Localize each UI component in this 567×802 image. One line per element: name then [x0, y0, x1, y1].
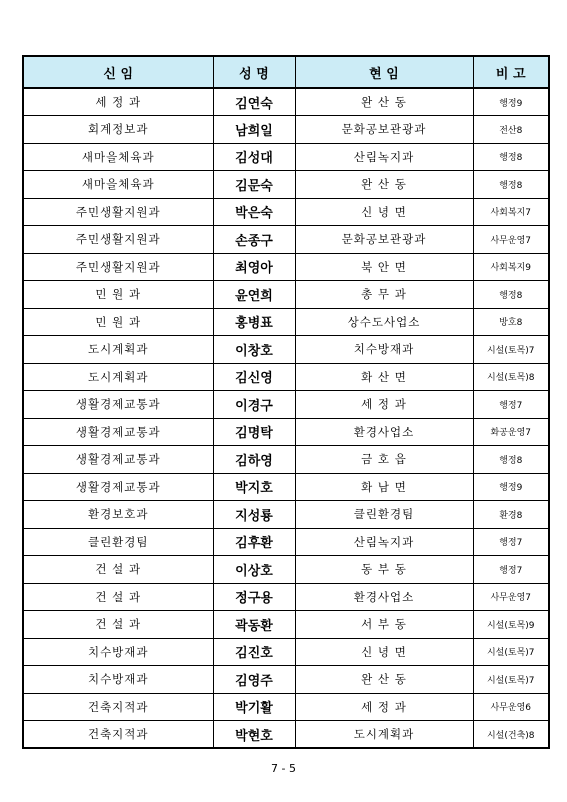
table-row: [23, 528, 549, 556]
name-cell: 박기활: [213, 693, 295, 721]
new-post-cell: 환경보호과: [23, 501, 213, 529]
new-post-cell: 주민생활지원과: [23, 198, 213, 226]
current-post-cell: 북 안 면: [295, 253, 473, 281]
note-cell: 행정8: [473, 171, 549, 199]
table-row: [23, 363, 549, 391]
name-cell: 김문숙: [213, 171, 295, 199]
name-cell: 곽동환: [213, 611, 295, 639]
table-row: [23, 308, 549, 336]
table-row: [23, 583, 549, 611]
note-cell: 환경8: [473, 501, 549, 529]
name-cell: 김진호: [213, 638, 295, 666]
current-post-cell: 완 산 동: [295, 171, 473, 199]
new-post-cell: 건축지적과: [23, 721, 213, 749]
new-post-cell: 회계정보과: [23, 116, 213, 144]
new-post-cell: 도시계획과: [23, 363, 213, 391]
note-cell: 방호8: [473, 308, 549, 336]
name-cell: 윤연희: [213, 281, 295, 309]
new-post-cell: 생활경제교통과: [23, 446, 213, 474]
current-post-cell: 산림녹지과: [295, 528, 473, 556]
header-note: 비 고: [473, 56, 549, 88]
current-post-cell: 세 정 과: [295, 693, 473, 721]
name-cell: 이경구: [213, 391, 295, 419]
current-post-cell: 산림녹지과: [295, 143, 473, 171]
current-post-cell: 문화공보관광과: [295, 116, 473, 144]
page-number: 7 - 5: [271, 762, 296, 775]
current-post-cell: 동 부 동: [295, 556, 473, 584]
current-post-cell: 서 부 동: [295, 611, 473, 639]
name-cell: 이창호: [213, 336, 295, 364]
header-current-post: 현 임: [295, 56, 473, 88]
current-post-cell: 도시계획과: [295, 721, 473, 749]
name-cell: 김성대: [213, 143, 295, 171]
table-row: [23, 171, 549, 199]
table-row: [23, 638, 549, 666]
current-post-cell: 상수도사업소: [295, 308, 473, 336]
new-post-cell: 민 원 과: [23, 308, 213, 336]
current-post-cell: 화 남 면: [295, 473, 473, 501]
note-cell: 행정8: [473, 446, 549, 474]
table-row: [23, 226, 549, 254]
table-row: [23, 611, 549, 639]
current-post-cell: 클린환경팀: [295, 501, 473, 529]
name-cell: 최영아: [213, 253, 295, 281]
note-cell: 전산8: [473, 116, 549, 144]
table-row: [23, 116, 549, 144]
current-post-cell: 환경사업소: [295, 583, 473, 611]
note-cell: 시설(토목)7: [473, 336, 549, 364]
note-cell: 행정9: [473, 473, 549, 501]
table-header-row: [23, 56, 549, 88]
new-post-cell: 민 원 과: [23, 281, 213, 309]
new-post-cell: 도시계획과: [23, 336, 213, 364]
note-cell: 행정8: [473, 143, 549, 171]
note-cell: 사무운영7: [473, 226, 549, 254]
new-post-cell: 치수방재과: [23, 666, 213, 694]
table-row: [23, 391, 549, 419]
new-post-cell: 건 설 과: [23, 556, 213, 584]
name-cell: 박은숙: [213, 198, 295, 226]
table-row: [23, 721, 549, 749]
current-post-cell: 완 산 동: [295, 666, 473, 694]
table-row: [23, 336, 549, 364]
name-cell: 지성룡: [213, 501, 295, 529]
note-cell: 화공운영7: [473, 418, 549, 446]
note-cell: 시설(토목)7: [473, 666, 549, 694]
name-cell: 김연숙: [213, 88, 295, 116]
table-row: [23, 418, 549, 446]
new-post-cell: 생활경제교통과: [23, 473, 213, 501]
new-post-cell: 치수방재과: [23, 638, 213, 666]
new-post-cell: 새마을체육과: [23, 143, 213, 171]
table-row: [23, 281, 549, 309]
current-post-cell: 세 정 과: [295, 391, 473, 419]
personnel-table: [22, 55, 550, 749]
note-cell: 시설(토목)9: [473, 611, 549, 639]
name-cell: 박현호: [213, 721, 295, 749]
name-cell: 김하영: [213, 446, 295, 474]
table-row: [23, 473, 549, 501]
header-new-post: 신 임: [23, 56, 213, 88]
name-cell: 박지호: [213, 473, 295, 501]
name-cell: 홍병표: [213, 308, 295, 336]
new-post-cell: 주민생활지원과: [23, 253, 213, 281]
current-post-cell: 문화공보관광과: [295, 226, 473, 254]
new-post-cell: 세 정 과: [23, 88, 213, 116]
table-row: [23, 446, 549, 474]
table-row: [23, 88, 549, 116]
current-post-cell: 신 녕 면: [295, 198, 473, 226]
note-cell: 사무운영6: [473, 693, 549, 721]
table-row: [23, 143, 549, 171]
note-cell: 행정8: [473, 281, 549, 309]
note-cell: 행정9: [473, 88, 549, 116]
note-cell: 사무운영7: [473, 583, 549, 611]
note-cell: 시설(건축)8: [473, 721, 549, 749]
table-row: [23, 556, 549, 584]
table-row: [23, 198, 549, 226]
name-cell: 이상호: [213, 556, 295, 584]
table-body: [23, 88, 549, 748]
name-cell: 김영주: [213, 666, 295, 694]
note-cell: 행정7: [473, 556, 549, 584]
new-post-cell: 건 설 과: [23, 611, 213, 639]
new-post-cell: 클린환경팀: [23, 528, 213, 556]
current-post-cell: 화 산 면: [295, 363, 473, 391]
new-post-cell: 건축지적과: [23, 693, 213, 721]
name-cell: 정구용: [213, 583, 295, 611]
note-cell: 시설(토목)7: [473, 638, 549, 666]
current-post-cell: 신 녕 면: [295, 638, 473, 666]
new-post-cell: 생활경제교통과: [23, 418, 213, 446]
note-cell: 행정7: [473, 391, 549, 419]
note-cell: 행정7: [473, 528, 549, 556]
new-post-cell: 주민생활지원과: [23, 226, 213, 254]
note-cell: 사회복지7: [473, 198, 549, 226]
note-cell: 사회복지9: [473, 253, 549, 281]
new-post-cell: 건 설 과: [23, 583, 213, 611]
name-cell: 남희일: [213, 116, 295, 144]
table-row: [23, 693, 549, 721]
current-post-cell: 총 무 과: [295, 281, 473, 309]
current-post-cell: 환경사업소: [295, 418, 473, 446]
current-post-cell: 치수방재과: [295, 336, 473, 364]
current-post-cell: 완 산 동: [295, 88, 473, 116]
new-post-cell: 생활경제교통과: [23, 391, 213, 419]
table-row: [23, 666, 549, 694]
name-cell: 김후환: [213, 528, 295, 556]
table-row: [23, 253, 549, 281]
name-cell: 손종구: [213, 226, 295, 254]
name-cell: 김명탁: [213, 418, 295, 446]
table-row: [23, 501, 549, 529]
note-cell: 시설(토목)8: [473, 363, 549, 391]
current-post-cell: 금 호 읍: [295, 446, 473, 474]
header-name: 성 명: [213, 56, 295, 88]
new-post-cell: 새마을체육과: [23, 171, 213, 199]
name-cell: 김신영: [213, 363, 295, 391]
